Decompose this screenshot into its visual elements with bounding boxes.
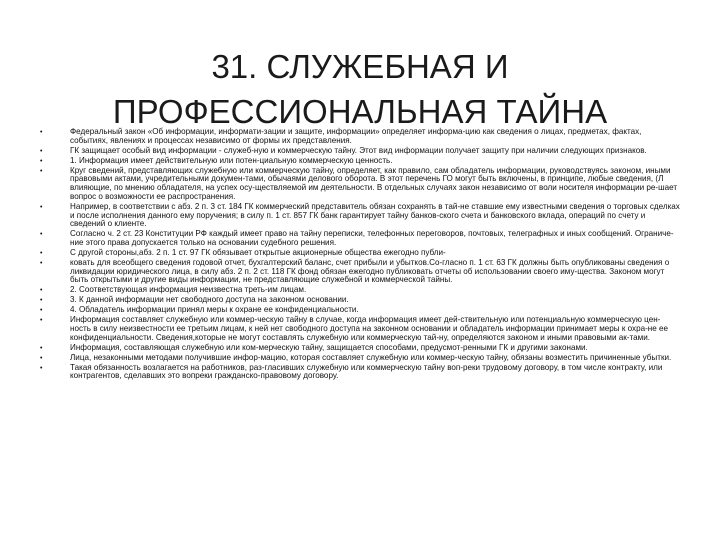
bullet-item <box>40 354 680 363</box>
title-line-1: 31. СЛУЖЕБНАЯ И <box>211 48 509 86</box>
bullet-text: Например, в соответствии с абз. 2 п. 3 ст. 184 ГК коммерческий представитель обязан сохранять в тай-не ставшие ему известными сведения о торговых сделках и после исполнения данного ему поручения; в силу п. 1 ст. 857 ГК банк гарантирует тайну банков-ского счета и банковского вклада, операций по счету и сведений о клиенте. <box>70 201 680 229</box>
bullet-text: Федеральный закон «Об информации, информати-зации и защите, информации» определяет информа-цию как сведения о лицах, предметах, фактах, событиях, явлениях и процессах независимо от формы их представления. <box>70 127 642 145</box>
bullet-item <box>40 364 680 381</box>
bullet-item <box>40 286 680 295</box>
bullet-icon: • <box>40 287 43 295</box>
bullet-list <box>40 128 680 382</box>
bullet-icon: • <box>40 297 43 305</box>
bullet-text: С другой стороны,абз. 2 п. 1 ст. 97 ГК обязывает открытые акционерные общества ежегодно публи- <box>70 247 446 257</box>
bullet-item <box>40 157 680 166</box>
bullet-item <box>40 147 680 156</box>
bullet-item <box>40 203 680 229</box>
bullet-item <box>40 167 680 202</box>
bullet-icon: • <box>40 249 43 257</box>
bullet-text: Согласно ч. 2 ст. 23 Конституции РФ каждый имеет право на тайну переписки, телефонных переговоров, почтовых, телеграфных и иных сообщений. Ограниче-ние этого права допускается только на основании судебного решения. <box>70 229 674 247</box>
bullet-item <box>40 316 680 342</box>
bullet-item <box>40 128 680 145</box>
bullet-item <box>40 249 680 258</box>
bullet-text: Информация составляет служебную или коммер-ческую тайну в случае, когда информация имеет дей-ствительную или потенциальную коммерческую цен-ность в силу неизвестности ее третьим лицам, к ней нет свободного доступа на законном основании и обладатель информации принимает меры к охра-не ее конфиденциальности. Сведения,которые не могут составлять служебную или коммерческую тай-ну, определяются законом и иными правовыми ак-тами. <box>70 315 669 342</box>
bullet-icon: • <box>40 307 43 315</box>
bullet-text: 3. К данной информации нет свободного доступа на законном основании. <box>70 295 349 305</box>
bullet-text: Информация, составляющая служебную или ком-мерческую тайну, защищается способами, предусмот-ренными ГК и другими законами. <box>70 342 588 352</box>
bullet-icon: • <box>40 167 43 175</box>
bullet-text: ковать для всеобщего сведения годовой отчет, бухгалтерский баланс, счет прибыли и убытков.Со-гласно п. 1 ст. 63 ГК должны быть опубликованы сведения о ликвидации юридического лица, в силу абз. 2 п. 2 ст. 118 ГК фонд обязан ежегодно публиковать отчеты об использовании своего иму-щества. Законом могут быть открытыми и другие виды информации, не представляющие служебной и коммерческой тайны. <box>70 257 670 285</box>
bullet-item <box>40 296 680 305</box>
bullet-item <box>40 230 680 247</box>
bullet-icon: • <box>40 364 43 372</box>
bullet-icon: • <box>40 354 43 362</box>
bullet-text: ГК защищает особый вид информации - служеб-ную и коммерческую тайну. Этот вид информации получает защиту при наличии следующих признаков. <box>70 145 647 155</box>
bullet-text: Круг сведений, представляющих служебную или коммерческую тайну, определяет, как правило, сам обладатель информации, руководствуясь законом, иными правовыми актами, учредительными докумен-тами, обычаями делового оборота. В этот перечень ГО могут быть включены, в принципе, любые сведения, (Л влияющие, по мнению обладателя, на успех осу-ществляемой им деятельности. В отдельных случаях закон независимо от воли носителя информации ре-шает вопрос о возможности ее распространения. <box>70 165 678 201</box>
bullet-icon: • <box>40 344 43 352</box>
bullet-text: 2. Соответствующая информация неизвестна треть-им лицам. <box>70 285 307 295</box>
bullet-icon: • <box>40 259 43 267</box>
bullet-text: Такая обязанность возлагается на работников, раз-гласивших служебную или коммерческую тайну воп-реки трудовому договору, в том числе контракту, или контрагентов, сделавших это вопреки гражданско-правовому договору. <box>70 362 663 381</box>
bullet-text: 4. Обладатель информации принял меры к охране ее конфиденциальности. <box>70 305 359 315</box>
bullet-icon: • <box>40 157 43 165</box>
title-line-2: ПРОФЕССИОНАЛЬНАЯ ТАЙНА <box>112 93 608 131</box>
bullet-item <box>40 259 680 285</box>
bullet-icon: • <box>40 231 43 239</box>
slide-title <box>20 44 700 134</box>
bullet-icon: • <box>40 129 43 136</box>
bullet-text: Лица, незаконными методами получившие инфор-мацию, которая составляет служебную или коммер-ческую тайну, обязаны возместить причиненные убытки. <box>70 352 672 362</box>
bullet-icon: • <box>40 317 43 325</box>
bullet-icon: • <box>40 147 43 155</box>
bullet-item <box>40 306 680 315</box>
bullet-icon: • <box>40 203 43 211</box>
bullet-item <box>40 344 680 353</box>
bullet-text: 1. Информация имеет действительную или потен-циальную коммерческую ценность. <box>70 155 393 165</box>
